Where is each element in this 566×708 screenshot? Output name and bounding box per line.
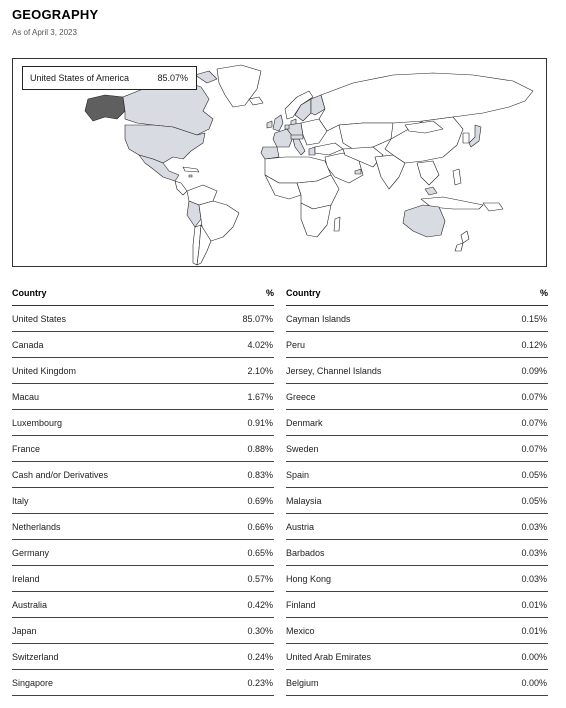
table-row [286, 306, 548, 332]
country-percent: 0.88% [247, 443, 273, 454]
country-name: United States [12, 313, 67, 324]
table-row [12, 670, 274, 696]
table-row [286, 592, 548, 618]
country-name: Barbados [286, 547, 325, 558]
table-row [12, 306, 274, 332]
country-name: Singapore [12, 677, 54, 688]
country-name: Greece [286, 391, 316, 402]
country-percent: 1.67% [247, 391, 273, 402]
table-row [12, 462, 274, 488]
table-row [286, 332, 548, 358]
pct-column-header: % [539, 288, 548, 298]
country-name: Malaysia [286, 495, 322, 506]
table-row [286, 436, 548, 462]
country-percent: 0.12% [521, 339, 547, 350]
map-country-italy[interactable] [293, 139, 305, 155]
country-name: Mexico [286, 625, 315, 636]
table-row [12, 436, 274, 462]
map-country-madagascar[interactable] [334, 217, 340, 231]
table-row [12, 332, 274, 358]
map-country-greece[interactable] [309, 147, 315, 155]
tooltip-country: United States of America [30, 73, 130, 83]
table-row [286, 670, 548, 696]
map-country-central-america[interactable] [175, 181, 187, 195]
map-country-cuba[interactable] [183, 167, 199, 172]
map-country-turkey[interactable] [315, 143, 343, 155]
country-percent: 0.03% [521, 573, 547, 584]
table-row [12, 358, 274, 384]
country-percent: 2.10% [247, 365, 273, 376]
table-row [286, 384, 548, 410]
country-name: Cayman Islands [286, 313, 351, 324]
country-name: Luxembourg [12, 417, 63, 428]
country-name: Peru [286, 339, 306, 350]
map-country-australia[interactable] [403, 205, 445, 237]
country-percent: 0.05% [521, 495, 547, 506]
country-name: United Kingdom [12, 365, 77, 376]
table-right-column [286, 281, 548, 696]
country-name: Australia [12, 599, 48, 610]
map-country-cayman[interactable] [189, 175, 192, 177]
country-name: Belgium [286, 677, 319, 688]
country-percent: 0.57% [247, 573, 273, 584]
country-name: Italy [12, 495, 29, 506]
country-name: Sweden [286, 443, 319, 454]
section-title: GEOGRAPHY [12, 7, 99, 22]
country-percent: 0.03% [521, 521, 547, 532]
pct-column-header: % [265, 288, 274, 298]
country-percent: 0.00% [521, 651, 547, 662]
country-percent: 0.07% [521, 391, 547, 402]
country-name: France [12, 443, 41, 454]
country-name: Finland [286, 599, 316, 610]
country-percent: 0.00% [521, 677, 547, 688]
country-percent: 0.01% [521, 625, 547, 636]
country-percent: 0.91% [247, 417, 273, 428]
country-percent: 0.65% [247, 547, 273, 558]
map-country-alaska[interactable] [85, 95, 125, 121]
map-country-new-zealand[interactable] [461, 231, 469, 243]
table-row [286, 488, 548, 514]
country-percent: 0.09% [521, 365, 547, 376]
table-row [12, 514, 274, 540]
map-country-se-asia[interactable] [417, 161, 439, 185]
table-row [12, 592, 274, 618]
world-map-svg[interactable] [13, 59, 547, 267]
table-row [286, 540, 548, 566]
map-country-ireland[interactable] [267, 121, 272, 128]
country-percent: 0.05% [521, 469, 547, 480]
country-name: Netherlands [12, 521, 61, 532]
country-name: Austria [286, 521, 315, 532]
country-percent: 85.07% [242, 313, 273, 324]
table-header [286, 281, 548, 306]
country-column-header: Country [12, 288, 47, 298]
table-row [12, 540, 274, 566]
table-row [286, 514, 548, 540]
country-name: Jersey, Channel Islands [286, 365, 382, 376]
map-country-united-kingdom[interactable] [273, 115, 283, 131]
table-row [286, 462, 548, 488]
country-name: Switzerland [12, 651, 59, 662]
map-country-philippines[interactable] [453, 169, 461, 185]
table-row [286, 618, 548, 644]
table-header [12, 281, 274, 306]
country-percent: 0.07% [521, 443, 547, 454]
map-tooltip [22, 66, 197, 90]
table-row [12, 566, 274, 592]
table-row [286, 566, 548, 592]
country-name: Spain [286, 469, 310, 480]
table-row [12, 410, 274, 436]
map-country-iceland[interactable] [249, 97, 263, 105]
map-country-austria-switz[interactable] [291, 135, 303, 139]
table-row [12, 488, 274, 514]
map-country-netherlands[interactable] [285, 125, 289, 129]
country-percent: 0.69% [247, 495, 273, 506]
country-percent: 0.83% [247, 469, 273, 480]
map-country-canada-islands-2[interactable] [195, 71, 217, 83]
as-of-date: As of April 3, 2023 [12, 28, 77, 37]
country-percent: 0.24% [247, 651, 273, 662]
table-row [286, 410, 548, 436]
country-percent: 0.15% [521, 313, 547, 324]
world-map[interactable] [12, 58, 547, 267]
country-name: Germany [12, 547, 50, 558]
map-country-new-zealand-south[interactable] [455, 243, 463, 251]
country-name: Hong Kong [286, 573, 332, 584]
table-row [12, 384, 274, 410]
table-left-column [12, 281, 274, 696]
map-country-japan[interactable] [469, 125, 481, 147]
country-percent: 4.02% [247, 339, 273, 350]
table-row [286, 358, 548, 384]
country-percent: 0.30% [247, 625, 273, 636]
country-name: Ireland [12, 573, 40, 584]
country-percent: 0.23% [247, 677, 273, 688]
country-percent: 0.03% [521, 547, 547, 558]
country-percent: 0.42% [247, 599, 273, 610]
country-name: Macau [12, 391, 40, 402]
map-country-png[interactable] [483, 203, 503, 211]
table-row [12, 644, 274, 670]
map-country-central-asia[interactable] [339, 123, 393, 149]
map-country-malaysia[interactable] [425, 187, 437, 195]
country-name: Japan [12, 625, 37, 636]
country-column-header: Country [286, 288, 321, 298]
table-row [12, 618, 274, 644]
country-percent: 0.01% [521, 599, 547, 610]
tooltip-value: 85.07% [157, 73, 188, 83]
country-name: Canada [12, 339, 44, 350]
table-row [286, 644, 548, 670]
country-name: Denmark [286, 417, 323, 428]
map-country-korea[interactable] [463, 133, 469, 143]
country-percent: 0.66% [247, 521, 273, 532]
country-name: Cash and/or Derivatives [12, 469, 109, 480]
map-country-spain[interactable] [261, 147, 279, 159]
map-country-southern-africa[interactable] [301, 203, 331, 237]
country-name: United Arab Emirates [286, 651, 372, 662]
country-percent: 0.07% [521, 417, 547, 428]
